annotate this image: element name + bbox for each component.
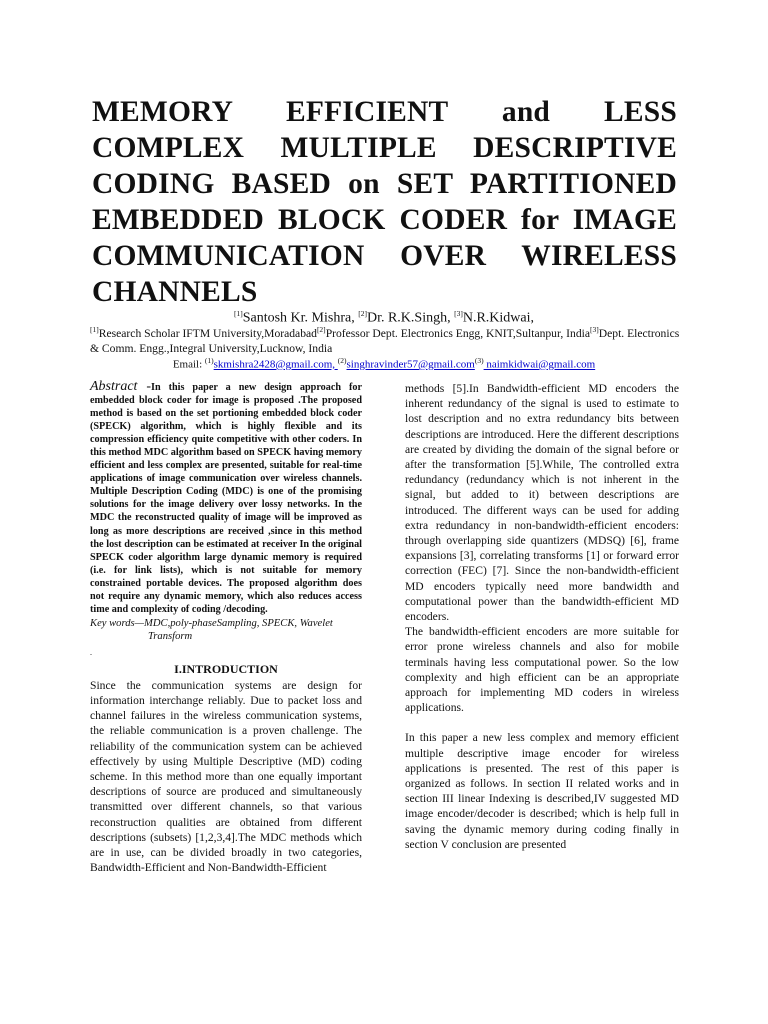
author-marker: [3] — [454, 309, 463, 318]
right-paragraph-2: The bandwidth-efficient encoders are more suitable for error prone wireless channels and also for mobile terminals having less computational power. So the low complexity and high efficient can be an appropriate approach for implementing MD coders in wireless applications. — [405, 625, 679, 715]
author-name: Dr. R.K.Singh, — [366, 310, 455, 326]
email-link-1[interactable]: skmishra2428@gmail.com, — [213, 358, 338, 371]
email-marker: (3) — [474, 356, 484, 365]
right-paragraph-3: In this paper a new less complex and memory efficient multiple descriptive image encoder for wireless applications is presented. The rest of this paper is organized as follows. In section II related works and in section III linear Indexing is described,IV suggested MD image encoder/decoder is described; which is help full in saving the dynamic memory during coding finally in section V conclusion are presented — [405, 731, 679, 851]
author-marker: [2] — [358, 309, 367, 318]
email-marker: (2) — [337, 356, 347, 365]
author-marker: [1] — [233, 309, 243, 318]
right-column — [405, 381, 679, 852]
affiliations — [90, 322, 680, 357]
keywords — [90, 617, 362, 644]
abstract-text: In this paper a new design approach for embedded block coder for image is proposed .The proposed method is based on the set portioning embedded block coder (SPECK) algorithm, which is highly flexible and its compression efficiency quite competitive with other coders. In this method MDC algorithm based on SPECK having memory efficient and less complex are presented, suitable for real-time applications of image communication over wireless channels. Multiple Description Coding (MDC) is one of the promising solutions for the image delivery over lossy networks. In the MDC the reconstructed quality of image will be improved as long as more descriptions are received ,since in this method the lost description can be estimated at receiver In the original SPECK coder algorithm large dynamic memory is required (i.e. for link lists), which is not suitable for memory constrained portable devices. The proposed algorithm does not require any dynamic memory, which also reduces access time and complexity of coding /decoding. — [90, 382, 362, 615]
stray-dot: . — [90, 647, 92, 657]
affiliation-marker: [1] — [90, 325, 99, 334]
affiliation-marker: [2] — [316, 325, 326, 334]
email-label: Email: — [172, 358, 205, 371]
email-line — [0, 354, 768, 372]
keywords-line-2: Transform — [148, 631, 193, 643]
email-marker: (1) — [204, 356, 214, 365]
intro-paragraph: Since the communication systems are design for information interchange reliably. Due to packet loss and channel failures in the wireless communication systems, the reliable communication is a proven challenge. The reliability of the communication system can be achieved effectively by using Multiple Descriptive (MD) coding scheme. In this method more than one equally important descriptions of source are produced and simultaneously transmitted over different channels, so that various reconstruction qualities are obtained from different descriptions (subsets) [1,2,3,4].The MDC methods which are in use, can be divided broadly in two categories, Bandwidth-Efficient and Non-Bandwidth-Efficient — [90, 678, 362, 875]
keywords-line-1: Key words—MDC,poly-phaseSampling, SPECK, Wavelet — [90, 617, 333, 629]
email-link-2[interactable]: singhravinder57@gmail.com — [346, 358, 475, 371]
affiliation-text: Research Scholar IFTM University,Moradabad — [98, 326, 317, 340]
left-column — [90, 380, 362, 875]
paper-title: MEMORY EFFICIENT and LESS COMPLEX MULTIPLE DESCRIPTIVE CODING BASED on SET PARTITIONED EMBEDDED BLOCK CODER for IMAGE COMMUNICATION OVER WIRELESS CHANNELS — [92, 96, 677, 308]
section-heading: I.INTRODUCTION — [174, 661, 278, 676]
affiliation-text: Professor Dept. Electronics Engg, KNIT,Sultanpur, India — [325, 326, 590, 340]
affiliation-marker: [3] — [590, 325, 599, 334]
abstract-heading: Abstract - — [90, 379, 152, 394]
author-name: Santosh Kr. Mishra, — [242, 310, 359, 326]
right-paragraph-1: methods [5].In Bandwidth-efficient MD encoders the inherent redundancy of the signal is used to estimate to lost description and no extra redundancy bits between descriptions are introduced. Here the different descriptions are created by dividing the domain of the signal before or after the transformation [5].While, The controlled extra redundancy (redundancy which is not inherent in the signal, but added to it) between descriptions are introduced. The different ways can be used for adding extra redundancy in non-bandwidth-efficient encoders: through overlapping side quantizers (MDSQ) [6], frame expansions [3], correlating transforms [1] or forward error correction (FEC) [7]. Since the non-bandwidth-efficient MD encoders typically need more bandwidth and computational power than the bandwidth-efficient MD encoders. — [405, 382, 679, 624]
affiliation-text: Dept. Electronics & Comm. Engg.,Integral University,Lucknow, India — [90, 326, 680, 356]
author-name: N.R.Kidwai, — [462, 310, 535, 326]
email-link-3[interactable]: naimkidwai@gmail.com — [483, 358, 596, 371]
paragraph-gap — [405, 715, 679, 730]
abstract — [90, 380, 362, 616]
